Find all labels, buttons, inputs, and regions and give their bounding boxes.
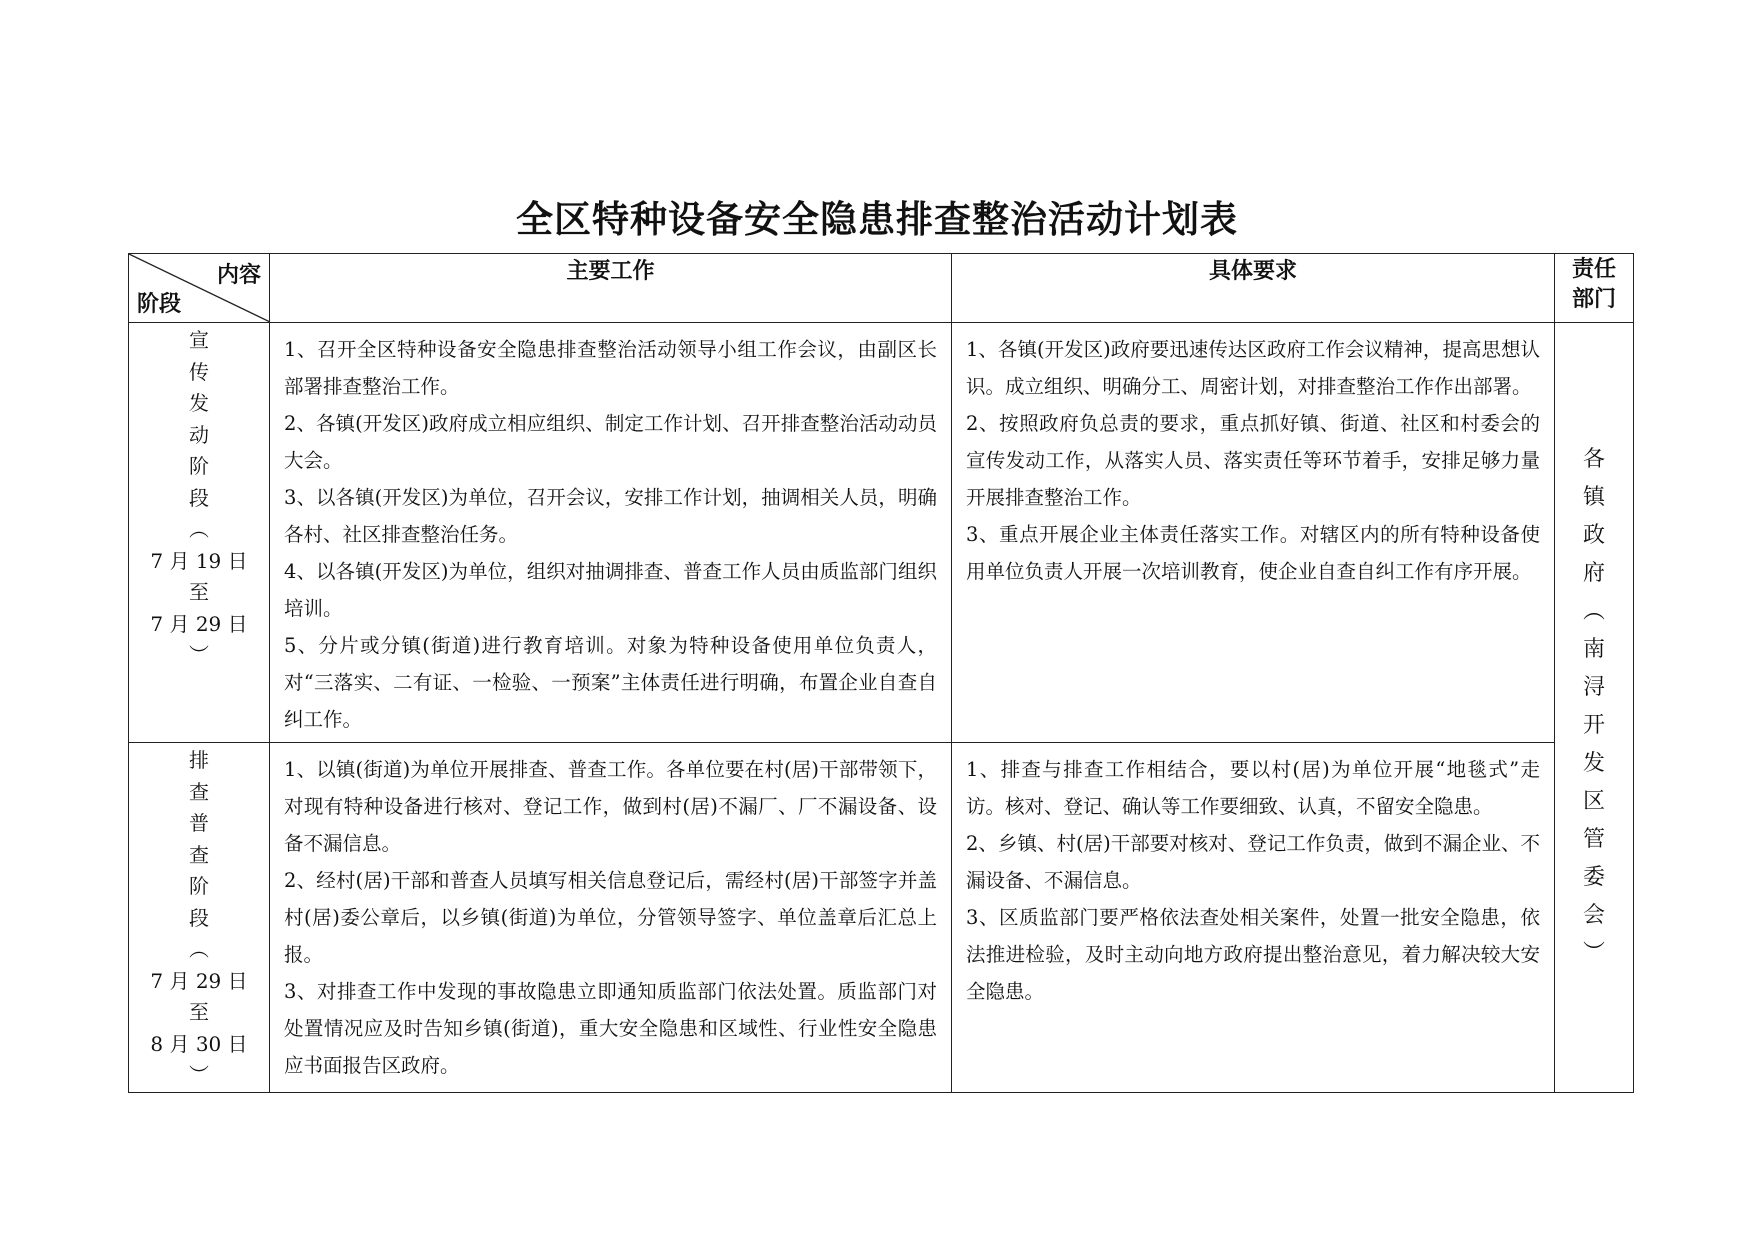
- requirement-item: 2、乡镇、村(居)干部要对核对、登记工作负责，做到不漏企业、不漏设备、不漏信息。: [966, 832, 1540, 892]
- main-work-item: 3、对排查工作中发现的事故隐患立即通知质监部门依法处置。质监部门对处置情况应及时告知乡镇(街道)，重大安全隐患和区域性、行业性安全隐患应书面报告区政府。: [284, 980, 937, 1077]
- dept-char: 镇: [1582, 485, 1605, 511]
- dept-char: 开: [1582, 713, 1605, 739]
- main-work-header: 主要工作: [270, 254, 952, 323]
- stage-char: 发: [189, 391, 209, 415]
- stage-char: 查: [189, 779, 209, 804]
- stage-paren-open: ︵: [189, 517, 209, 541]
- requirement-item: 3、区质监部门要严格依法查处相关案件，处置一批安全隐患，依法推进检验，及时主动向地方政府提出整治意见，着力解决较大安全隐患。: [966, 906, 1540, 1003]
- stage-char: 阶: [189, 874, 209, 898]
- requirement-item: 3、重点开展企业主体责任落实工作。对辖区内的所有特种设备使用单位负责人开展一次培训教育，使企业自查自纠工作有序开展。: [966, 523, 1540, 583]
- stage-start-date: 7 月 29 日: [150, 968, 248, 993]
- dept-char: 管: [1582, 827, 1605, 853]
- requirements-cell-2: [952, 743, 1555, 1093]
- dept-cell: [1555, 323, 1634, 1093]
- main-work-cell-2: [270, 743, 952, 1093]
- main-work-item: 1、召开全区特种设备安全隐患排查整治活动领导小组工作会议，由副区长部署排查整治工作。: [284, 338, 937, 398]
- stage-cell-1: [129, 323, 270, 743]
- main-work-item: 2、各镇(开发区)政府成立相应组织、制定工作计划、召开排查整治活动动员大会。: [284, 412, 937, 472]
- requirement-item: 2、按照政府负总责的要求，重点抓好镇、街道、社区和村委会的宣传发动工作，从落实人员、落实责任等环节着手，安排足够力量开展排查整治工作。: [966, 412, 1540, 509]
- stage-char: 普: [189, 811, 209, 835]
- dept-char: 区: [1582, 789, 1605, 815]
- stage-to: 至: [189, 580, 209, 604]
- stage-row-2: [129, 743, 1634, 1093]
- stage-char: 段: [189, 485, 209, 510]
- dept-char: 各: [1582, 447, 1605, 473]
- dept-char: 浔: [1582, 675, 1605, 701]
- header-row: [129, 254, 1634, 323]
- requirements-cell-1: [952, 323, 1555, 743]
- corner-header-cell: [129, 254, 270, 323]
- dept-char: 府: [1582, 561, 1605, 587]
- dept-header: [1555, 254, 1634, 323]
- dept-char: 委: [1582, 865, 1605, 891]
- dept-char: 会: [1582, 903, 1605, 929]
- plan-table: [128, 253, 1634, 1093]
- stage-char: 阶: [189, 454, 209, 478]
- dept-header-line2: 部门: [1571, 286, 1616, 312]
- main-work-item: 5、分片或分镇(街道)进行教育培训。对象为特种设备使用单位负责人，对“三落实、二有证、一检验、一预案”主体责任进行明确，布置企业自查自纠工作。: [284, 634, 937, 731]
- stage-char: 宣: [189, 328, 209, 352]
- stage-end-date: 7 月 29 日: [150, 611, 248, 636]
- stage-paren-close: ︶: [189, 1063, 209, 1087]
- dept-char: 政: [1582, 523, 1605, 549]
- stage-char: 排: [189, 748, 209, 772]
- stage-char: 动: [189, 422, 209, 447]
- dept-paren-open: ︵: [1582, 599, 1605, 625]
- stage-to: 至: [189, 1000, 209, 1024]
- dept-char: 南: [1582, 637, 1605, 663]
- main-work-item: 1、以镇(街道)为单位开展排查、普查工作。各单位要在村(居)干部带领下，对现有特种设备进行核对、登记工作，做到村(居)不漏厂、厂不漏设备、设备不漏信息。: [284, 758, 937, 855]
- stage-char: 段: [189, 905, 209, 930]
- dept-header-line1: 责任: [1571, 256, 1616, 282]
- main-work-item: 3、以各镇(开发区)为单位，召开会议，安排工作计划，抽调相关人员，明确各村、社区排查整治任务。: [284, 486, 937, 546]
- page-title: 全区特种设备安全隐患排查整治活动计划表: [516, 197, 1238, 241]
- requirement-item: 1、各镇(开发区)政府要迅速传达区政府工作会议精神，提高思想认识。成立组织、明确分工、周密计划，对排查整治工作作出部署。: [966, 338, 1540, 398]
- main-work-item: 4、以各镇(开发区)为单位，组织对抽调排查、普查工作人员由质监部门组织培训。: [284, 560, 937, 620]
- dept-char: 发: [1582, 751, 1605, 777]
- corner-stage-label: 阶段: [137, 291, 182, 317]
- stage-char: 传: [189, 359, 209, 384]
- main-work-cell-1: [270, 323, 952, 743]
- stage-row-1: [129, 323, 1634, 743]
- dept-paren-close: ︶: [1582, 941, 1605, 967]
- requirement-item: 1、排查与排查工作相结合，要以村(居)为单位开展“地毯式”走访。核对、登记、确认等工作要细致、认真，不留安全隐患。: [966, 758, 1540, 818]
- requirements-header: 具体要求: [952, 254, 1555, 323]
- stage-paren-open: ︵: [189, 937, 209, 961]
- stage-paren-close: ︶: [189, 643, 209, 667]
- main-work-item: 2、经村(居)干部和普查人员填写相关信息登记后，需经村(居)干部签字并盖村(居)委公章后，以乡镇(街道)为单位，分管领导签字、单位盖章后汇总上报。: [284, 869, 937, 966]
- stage-start-date: 7 月 19 日: [150, 548, 248, 573]
- stage-end-date: 8 月 30 日: [150, 1031, 248, 1056]
- corner-content-label: 内容: [216, 262, 261, 288]
- stage-char: 查: [189, 842, 209, 867]
- stage-cell-2: [129, 743, 270, 1093]
